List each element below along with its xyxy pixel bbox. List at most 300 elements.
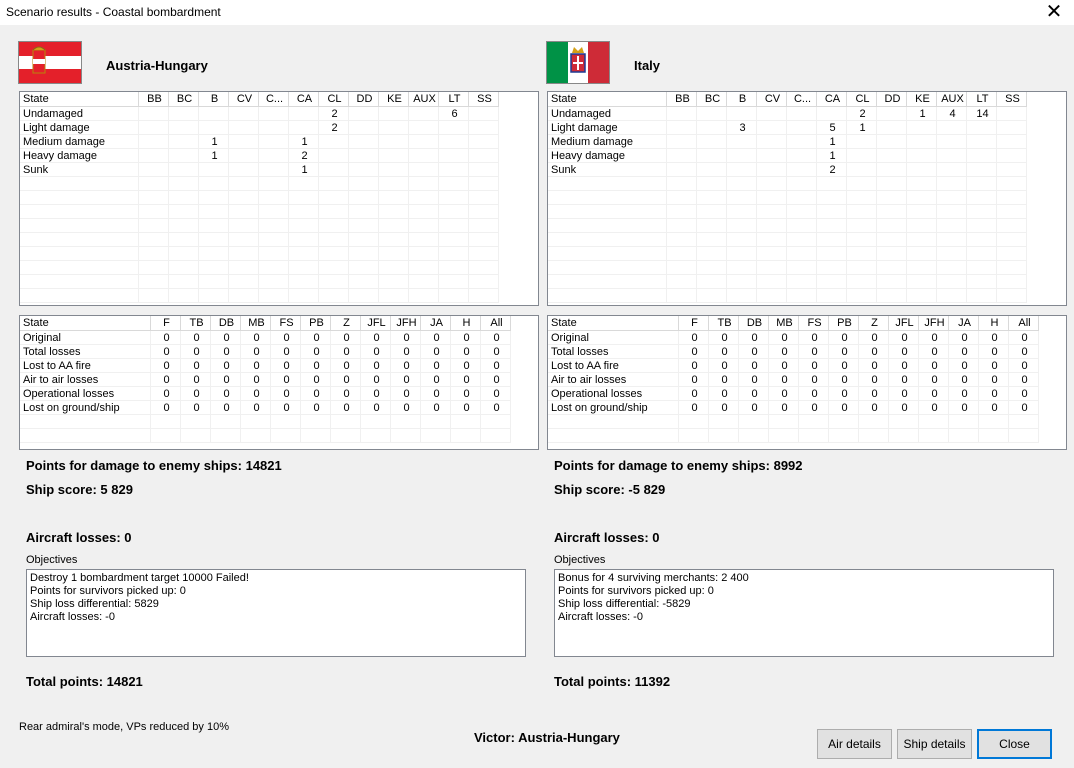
column-header[interactable]: CL bbox=[846, 92, 876, 107]
empty-table-row[interactable] bbox=[20, 219, 498, 233]
empty-table-row[interactable] bbox=[548, 191, 1026, 205]
empty-table-row[interactable] bbox=[20, 415, 510, 429]
column-header[interactable]: CL bbox=[318, 92, 348, 107]
column-header[interactable]: MB bbox=[240, 316, 270, 331]
table-cell bbox=[270, 415, 300, 429]
close-icon[interactable]: ✕ bbox=[1045, 1, 1063, 23]
column-header[interactable]: JFH bbox=[390, 316, 420, 331]
table-row[interactable] bbox=[20, 359, 510, 373]
right-country-name: Italy bbox=[634, 58, 661, 73]
table-cell: Air to air losses bbox=[20, 373, 150, 387]
table-cell: 5 bbox=[816, 121, 846, 135]
table-cell bbox=[198, 163, 228, 177]
column-header[interactable]: Z bbox=[330, 316, 360, 331]
column-header[interactable]: State bbox=[20, 92, 138, 107]
objective-line: Points for survivors picked up: 0 bbox=[558, 585, 714, 597]
table-cell: 0 bbox=[858, 387, 888, 401]
column-header[interactable]: JA bbox=[420, 316, 450, 331]
right-points-damage: Points for damage to enemy ships: 8992 bbox=[554, 458, 803, 473]
table-cell bbox=[408, 135, 438, 149]
table-cell: Undamaged bbox=[20, 107, 138, 121]
table-cell: 0 bbox=[450, 387, 480, 401]
table-cell bbox=[786, 177, 816, 191]
empty-table-row[interactable] bbox=[548, 275, 1026, 289]
right-ship-score: Ship score: -5 829 bbox=[554, 482, 666, 497]
empty-table-row[interactable] bbox=[548, 429, 1038, 443]
column-header[interactable]: CV bbox=[228, 92, 258, 107]
table-cell: 0 bbox=[768, 359, 798, 373]
column-header[interactable]: All bbox=[480, 316, 510, 331]
table-cell bbox=[468, 121, 498, 135]
column-header[interactable]: PB bbox=[300, 316, 330, 331]
table-cell: Air to air losses bbox=[548, 373, 678, 387]
right-objectives-list[interactable] bbox=[554, 569, 1054, 657]
table-cell bbox=[666, 107, 696, 121]
table-cell: 2 bbox=[318, 107, 348, 121]
table-cell bbox=[288, 177, 318, 191]
left-aircraft-losses: Aircraft losses: 0 bbox=[26, 530, 132, 545]
column-header[interactable]: SS bbox=[996, 92, 1026, 107]
table-cell bbox=[228, 289, 258, 303]
table-cell bbox=[996, 289, 1026, 303]
column-header[interactable]: DB bbox=[738, 316, 768, 331]
table-cell bbox=[438, 261, 468, 275]
table-cell bbox=[996, 135, 1026, 149]
table-cell bbox=[786, 149, 816, 163]
table-row[interactable] bbox=[20, 373, 510, 387]
left-total-points: Total points: 14821 bbox=[26, 674, 143, 689]
right-ship-table[interactable] bbox=[547, 91, 1067, 306]
table-cell bbox=[666, 289, 696, 303]
table-cell bbox=[408, 191, 438, 205]
table-cell: 0 bbox=[360, 345, 390, 359]
ship-details-button[interactable]: Ship details bbox=[897, 729, 972, 759]
table-cell bbox=[378, 261, 408, 275]
table-cell bbox=[138, 233, 168, 247]
table-cell bbox=[198, 219, 228, 233]
table-row[interactable] bbox=[20, 401, 510, 415]
empty-table-row[interactable] bbox=[20, 429, 510, 443]
table-cell bbox=[876, 135, 906, 149]
empty-table-row[interactable] bbox=[20, 247, 498, 261]
table-cell bbox=[378, 275, 408, 289]
table-cell bbox=[786, 275, 816, 289]
table-cell: Operational losses bbox=[548, 387, 678, 401]
table-cell bbox=[438, 233, 468, 247]
table-row[interactable] bbox=[20, 345, 510, 359]
column-header[interactable]: JA bbox=[948, 316, 978, 331]
column-header[interactable]: SS bbox=[468, 92, 498, 107]
table-cell bbox=[906, 289, 936, 303]
table-cell bbox=[198, 275, 228, 289]
table-cell bbox=[240, 415, 270, 429]
table-cell bbox=[918, 415, 948, 429]
table-cell bbox=[906, 233, 936, 247]
table-cell: 0 bbox=[390, 387, 420, 401]
table-cell bbox=[888, 415, 918, 429]
table-cell bbox=[270, 429, 300, 443]
table-cell: 0 bbox=[270, 401, 300, 415]
table-cell: 0 bbox=[918, 401, 948, 415]
column-header[interactable]: State bbox=[548, 316, 678, 331]
table-cell: 0 bbox=[888, 373, 918, 387]
column-header[interactable]: CA bbox=[816, 92, 846, 107]
table-row[interactable] bbox=[20, 149, 498, 163]
right-aircraft-losses: Aircraft losses: 0 bbox=[554, 530, 660, 545]
table-cell bbox=[666, 261, 696, 275]
table-row[interactable] bbox=[548, 387, 1038, 401]
table-cell: Medium damage bbox=[20, 135, 138, 149]
column-header[interactable]: JFH bbox=[918, 316, 948, 331]
table-row[interactable] bbox=[20, 387, 510, 401]
table-row[interactable] bbox=[548, 345, 1038, 359]
table-cell: 0 bbox=[150, 387, 180, 401]
table-cell bbox=[318, 275, 348, 289]
table-cell bbox=[390, 429, 420, 443]
table-row[interactable] bbox=[20, 121, 498, 135]
column-header[interactable]: TB bbox=[180, 316, 210, 331]
column-header[interactable]: F bbox=[678, 316, 708, 331]
table-cell: 0 bbox=[300, 345, 330, 359]
table-cell bbox=[906, 149, 936, 163]
table-cell bbox=[996, 247, 1026, 261]
empty-table-row[interactable] bbox=[20, 233, 498, 247]
table-cell: 0 bbox=[360, 373, 390, 387]
table-cell bbox=[20, 205, 138, 219]
column-header[interactable]: H bbox=[450, 316, 480, 331]
table-cell: 0 bbox=[330, 331, 360, 345]
table-cell: 0 bbox=[678, 373, 708, 387]
table-cell bbox=[726, 219, 756, 233]
table-cell: 0 bbox=[678, 331, 708, 345]
table-cell bbox=[318, 233, 348, 247]
table-cell: 1 bbox=[906, 107, 936, 121]
table-cell bbox=[828, 415, 858, 429]
empty-table-row[interactable] bbox=[20, 205, 498, 219]
column-header[interactable]: BC bbox=[168, 92, 198, 107]
table-cell bbox=[318, 135, 348, 149]
table-cell: 0 bbox=[390, 359, 420, 373]
table-cell: 0 bbox=[360, 401, 390, 415]
table-cell: 1 bbox=[816, 135, 846, 149]
table-cell bbox=[228, 107, 258, 121]
table-cell bbox=[786, 247, 816, 261]
table-row[interactable] bbox=[548, 373, 1038, 387]
objective-line: Ship loss differential: 5829 bbox=[30, 598, 159, 610]
table-cell bbox=[258, 177, 288, 191]
objective-line: Points for survivors picked up: 0 bbox=[30, 585, 186, 597]
table-cell bbox=[876, 247, 906, 261]
column-header[interactable]: FS bbox=[798, 316, 828, 331]
table-cell bbox=[876, 107, 906, 121]
table-cell: 0 bbox=[948, 373, 978, 387]
column-header[interactable]: KE bbox=[906, 92, 936, 107]
table-row[interactable] bbox=[20, 135, 498, 149]
table-cell bbox=[816, 205, 846, 219]
empty-table-row[interactable] bbox=[20, 191, 498, 205]
column-header[interactable]: B bbox=[726, 92, 756, 107]
table-cell bbox=[936, 275, 966, 289]
table-cell: 0 bbox=[858, 331, 888, 345]
column-header[interactable]: TB bbox=[708, 316, 738, 331]
table-cell: 0 bbox=[798, 331, 828, 345]
column-header[interactable]: BB bbox=[666, 92, 696, 107]
table-cell bbox=[996, 191, 1026, 205]
table-cell: 0 bbox=[480, 359, 510, 373]
table-cell bbox=[318, 289, 348, 303]
table-cell: 0 bbox=[828, 373, 858, 387]
table-cell bbox=[708, 429, 738, 443]
empty-table-row[interactable] bbox=[548, 261, 1026, 275]
table-cell bbox=[468, 275, 498, 289]
table-row[interactable] bbox=[20, 163, 498, 177]
table-cell: 6 bbox=[438, 107, 468, 121]
table-cell: 0 bbox=[210, 387, 240, 401]
table-cell bbox=[318, 247, 348, 261]
table-cell bbox=[378, 247, 408, 261]
left-points-damage: Points for damage to enemy ships: 14821 bbox=[26, 458, 282, 473]
table-cell bbox=[966, 261, 996, 275]
table-cell bbox=[816, 233, 846, 247]
table-cell: 0 bbox=[918, 331, 948, 345]
table-cell bbox=[138, 247, 168, 261]
table-cell bbox=[786, 107, 816, 121]
table-cell: 0 bbox=[420, 373, 450, 387]
table-cell bbox=[876, 121, 906, 135]
table-cell: 0 bbox=[420, 345, 450, 359]
empty-table-row[interactable] bbox=[548, 233, 1026, 247]
table-row[interactable] bbox=[20, 331, 510, 345]
column-header[interactable]: All bbox=[1008, 316, 1038, 331]
table-cell bbox=[876, 289, 906, 303]
table-cell bbox=[996, 107, 1026, 121]
table-cell bbox=[666, 219, 696, 233]
table-cell bbox=[816, 107, 846, 121]
air-details-button[interactable]: Air details bbox=[817, 729, 892, 759]
left-ship-table[interactable] bbox=[19, 91, 539, 306]
table-cell: Sunk bbox=[20, 163, 138, 177]
empty-table-row[interactable] bbox=[548, 415, 1038, 429]
column-header[interactable]: B bbox=[198, 92, 228, 107]
table-cell bbox=[996, 121, 1026, 135]
table-cell: 0 bbox=[948, 401, 978, 415]
table-cell bbox=[348, 289, 378, 303]
table-cell bbox=[726, 247, 756, 261]
column-header[interactable]: DD bbox=[348, 92, 378, 107]
empty-table-row[interactable] bbox=[548, 219, 1026, 233]
column-header[interactable]: CV bbox=[756, 92, 786, 107]
table-cell bbox=[258, 121, 288, 135]
table-row[interactable] bbox=[548, 149, 1026, 163]
table-cell bbox=[210, 429, 240, 443]
table-cell: 0 bbox=[708, 345, 738, 359]
table-cell bbox=[360, 415, 390, 429]
table-cell bbox=[816, 247, 846, 261]
table-cell bbox=[348, 149, 378, 163]
table-cell bbox=[378, 149, 408, 163]
table-cell bbox=[548, 261, 666, 275]
table-cell bbox=[726, 177, 756, 191]
column-header[interactable]: BB bbox=[138, 92, 168, 107]
left-aircraft-table[interactable] bbox=[19, 315, 539, 450]
empty-table-row[interactable] bbox=[548, 289, 1026, 303]
table-cell: 0 bbox=[180, 359, 210, 373]
table-cell bbox=[966, 289, 996, 303]
table-cell bbox=[846, 205, 876, 219]
table-cell: 0 bbox=[450, 345, 480, 359]
table-cell bbox=[258, 247, 288, 261]
table-row[interactable] bbox=[548, 121, 1026, 135]
close-button[interactable]: Close bbox=[977, 729, 1052, 759]
table-cell bbox=[666, 135, 696, 149]
table-row[interactable] bbox=[548, 107, 1026, 121]
column-header[interactable]: DD bbox=[876, 92, 906, 107]
table-cell: 0 bbox=[240, 373, 270, 387]
table-cell bbox=[330, 429, 360, 443]
column-header[interactable]: AUX bbox=[936, 92, 966, 107]
table-header-row bbox=[20, 92, 498, 107]
table-row[interactable] bbox=[548, 359, 1038, 373]
column-header[interactable]: C... bbox=[786, 92, 816, 107]
empty-table-row[interactable] bbox=[20, 261, 498, 275]
table-cell bbox=[906, 191, 936, 205]
table-cell bbox=[966, 275, 996, 289]
table-cell: 0 bbox=[768, 387, 798, 401]
table-cell: 0 bbox=[150, 373, 180, 387]
table-cell bbox=[318, 149, 348, 163]
table-cell bbox=[348, 219, 378, 233]
table-cell bbox=[966, 135, 996, 149]
table-cell: 0 bbox=[678, 401, 708, 415]
table-cell bbox=[348, 205, 378, 219]
empty-table-row[interactable] bbox=[20, 177, 498, 191]
table-cell bbox=[786, 219, 816, 233]
empty-table-row[interactable] bbox=[548, 247, 1026, 261]
table-cell: Original bbox=[548, 331, 678, 345]
table-row[interactable] bbox=[548, 401, 1038, 415]
table-cell bbox=[168, 135, 198, 149]
column-header[interactable]: LT bbox=[966, 92, 996, 107]
table-cell bbox=[258, 163, 288, 177]
table-cell bbox=[438, 205, 468, 219]
table-cell bbox=[786, 191, 816, 205]
table-cell bbox=[876, 163, 906, 177]
table-cell: Lost on ground/ship bbox=[548, 401, 678, 415]
table-cell: 0 bbox=[180, 401, 210, 415]
table-cell bbox=[936, 219, 966, 233]
empty-table-row[interactable] bbox=[20, 289, 498, 303]
column-header[interactable]: MB bbox=[768, 316, 798, 331]
table-cell: 0 bbox=[270, 345, 300, 359]
table-row[interactable] bbox=[548, 163, 1026, 177]
column-header[interactable]: AUX bbox=[408, 92, 438, 107]
table-cell: 0 bbox=[180, 373, 210, 387]
table-cell: Lost on ground/ship bbox=[20, 401, 150, 415]
table-cell bbox=[318, 261, 348, 275]
table-cell bbox=[138, 121, 168, 135]
column-header[interactable]: JFL bbox=[360, 316, 390, 331]
table-cell bbox=[378, 121, 408, 135]
table-cell bbox=[408, 177, 438, 191]
table-cell bbox=[1008, 429, 1038, 443]
column-header[interactable]: PB bbox=[828, 316, 858, 331]
table-cell bbox=[666, 247, 696, 261]
table-cell bbox=[738, 415, 768, 429]
table-cell bbox=[666, 163, 696, 177]
table-row[interactable] bbox=[548, 331, 1038, 345]
mode-note: Rear admiral's mode, VPs reduced by 10% bbox=[19, 721, 229, 733]
table-cell: 0 bbox=[330, 359, 360, 373]
table-cell: 0 bbox=[768, 401, 798, 415]
table-cell bbox=[966, 163, 996, 177]
table-cell bbox=[438, 177, 468, 191]
column-header[interactable]: State bbox=[20, 316, 150, 331]
table-cell bbox=[966, 219, 996, 233]
column-header[interactable]: State bbox=[548, 92, 666, 107]
column-header[interactable]: LT bbox=[438, 92, 468, 107]
table-cell bbox=[330, 415, 360, 429]
table-cell bbox=[318, 191, 348, 205]
table-cell bbox=[408, 233, 438, 247]
column-header[interactable]: F bbox=[150, 316, 180, 331]
table-cell bbox=[996, 275, 1026, 289]
table-cell bbox=[696, 289, 726, 303]
table-cell bbox=[978, 429, 1008, 443]
table-cell bbox=[258, 289, 288, 303]
column-header[interactable]: Z bbox=[858, 316, 888, 331]
column-header[interactable]: CA bbox=[288, 92, 318, 107]
table-cell bbox=[798, 429, 828, 443]
empty-table-row[interactable] bbox=[20, 275, 498, 289]
table-cell bbox=[258, 191, 288, 205]
table-cell bbox=[906, 135, 936, 149]
table-cell bbox=[726, 135, 756, 149]
left-objectives-list[interactable] bbox=[26, 569, 526, 657]
table-cell: Total losses bbox=[548, 345, 678, 359]
column-header[interactable]: FS bbox=[270, 316, 300, 331]
table-row[interactable] bbox=[548, 135, 1026, 149]
table-cell: 0 bbox=[978, 359, 1008, 373]
column-header[interactable]: DB bbox=[210, 316, 240, 331]
table-cell bbox=[168, 289, 198, 303]
table-cell bbox=[756, 163, 786, 177]
table-row[interactable] bbox=[20, 107, 498, 121]
table-cell: 1 bbox=[846, 121, 876, 135]
table-cell bbox=[288, 261, 318, 275]
window-title: Scenario results - Coastal bombardment bbox=[6, 5, 221, 19]
table-cell bbox=[228, 191, 258, 205]
table-cell: 0 bbox=[210, 359, 240, 373]
table-cell bbox=[348, 121, 378, 135]
table-cell bbox=[348, 177, 378, 191]
column-header[interactable]: KE bbox=[378, 92, 408, 107]
table-cell: 0 bbox=[978, 387, 1008, 401]
table-cell bbox=[168, 177, 198, 191]
column-header[interactable]: C... bbox=[258, 92, 288, 107]
empty-table-row[interactable] bbox=[548, 177, 1026, 191]
table-cell bbox=[798, 415, 828, 429]
empty-table-row[interactable] bbox=[548, 205, 1026, 219]
table-cell bbox=[138, 261, 168, 275]
column-header[interactable]: JFL bbox=[888, 316, 918, 331]
column-header[interactable]: H bbox=[978, 316, 1008, 331]
column-header[interactable]: BC bbox=[696, 92, 726, 107]
table-cell bbox=[936, 205, 966, 219]
table-cell bbox=[168, 275, 198, 289]
table-cell bbox=[846, 191, 876, 205]
right-aircraft-table[interactable] bbox=[547, 315, 1067, 450]
objective-line: Ship loss differential: -5829 bbox=[558, 598, 691, 610]
